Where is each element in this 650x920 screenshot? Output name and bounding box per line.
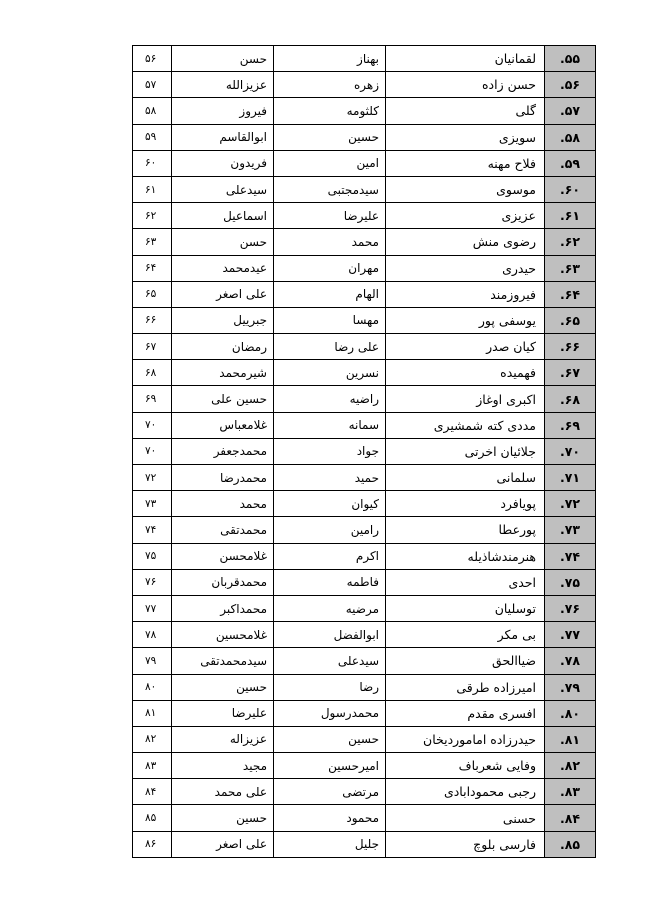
row-number-cell: ۶۵. xyxy=(545,307,596,333)
first-name-cell: امیرحسین xyxy=(274,753,386,779)
index-number-cell: ۸۶ xyxy=(133,831,172,857)
table-row xyxy=(133,622,596,648)
row-number-cell: ۶۲. xyxy=(545,229,596,255)
last-name-cell: ضیاالحق xyxy=(386,648,545,674)
last-name-cell: حسنی xyxy=(386,805,545,831)
table-row xyxy=(133,543,596,569)
father-name-cell: غلامعباس xyxy=(172,412,274,438)
father-name-cell: مجید xyxy=(172,753,274,779)
table-row xyxy=(133,805,596,831)
last-name-cell: رضوی منش xyxy=(386,229,545,255)
index-number-cell: ۸۴ xyxy=(133,779,172,805)
row-number-cell: ۷۷. xyxy=(545,622,596,648)
index-number-cell: ۶۲ xyxy=(133,203,172,229)
row-number-cell: ۷۳. xyxy=(545,517,596,543)
row-number-cell: ۸۰. xyxy=(545,700,596,726)
row-number-cell: ۵۶. xyxy=(545,72,596,98)
row-number-cell: ۶۷. xyxy=(545,360,596,386)
index-number-cell: ۶۰ xyxy=(133,150,172,176)
row-number-cell: ۵۷. xyxy=(545,98,596,124)
father-name-cell: محمدقربان xyxy=(172,569,274,595)
father-name-cell: رمضان xyxy=(172,334,274,360)
last-name-cell: رجبی محمودابادی xyxy=(386,779,545,805)
index-number-cell: ۷۵ xyxy=(133,543,172,569)
first-name-cell: بهناز xyxy=(274,46,386,72)
table-row xyxy=(133,726,596,752)
row-number-cell: ۵۵. xyxy=(545,46,596,72)
row-number-cell: ۷۴. xyxy=(545,543,596,569)
table-row xyxy=(133,176,596,202)
father-name-cell: سیدمحمدتقی xyxy=(172,648,274,674)
last-name-cell: پورعطا xyxy=(386,517,545,543)
index-number-cell: ۸۱ xyxy=(133,700,172,726)
first-name-cell: جلیل xyxy=(274,831,386,857)
father-name-cell: شیرمحمد xyxy=(172,360,274,386)
table-row xyxy=(133,674,596,700)
row-number-cell: ۶۴. xyxy=(545,281,596,307)
first-name-cell: الهام xyxy=(274,281,386,307)
first-name-cell: مرضیه xyxy=(274,595,386,621)
first-name-cell: نسرین xyxy=(274,360,386,386)
index-number-cell: ۸۲ xyxy=(133,726,172,752)
father-name-cell: عزیزالله xyxy=(172,72,274,98)
last-name-cell: امیرزاده طرقی xyxy=(386,674,545,700)
index-number-cell: ۶۸ xyxy=(133,360,172,386)
father-name-cell: محمدرضا xyxy=(172,465,274,491)
last-name-cell: سویزی xyxy=(386,124,545,150)
index-number-cell: ۶۱ xyxy=(133,176,172,202)
last-name-cell: یوسفی پور xyxy=(386,307,545,333)
row-number-cell: ۶۳. xyxy=(545,255,596,281)
table-row xyxy=(133,334,596,360)
last-name-cell: بی مکر xyxy=(386,622,545,648)
index-number-cell: ۷۰ xyxy=(133,412,172,438)
father-name-cell: فیروز xyxy=(172,98,274,124)
last-name-cell: فیروزمند xyxy=(386,281,545,307)
father-name-cell: غلامحسن xyxy=(172,543,274,569)
index-number-cell: ۵۶ xyxy=(133,46,172,72)
last-name-cell: گلی xyxy=(386,98,545,124)
row-number-cell: ۷۰. xyxy=(545,438,596,464)
index-number-cell: ۶۳ xyxy=(133,229,172,255)
last-name-cell: عزیزی xyxy=(386,203,545,229)
table-row xyxy=(133,412,596,438)
index-number-cell: ۶۵ xyxy=(133,281,172,307)
table-row xyxy=(133,753,596,779)
index-number-cell: ۶۷ xyxy=(133,334,172,360)
row-number-cell: ۶۶. xyxy=(545,334,596,360)
father-name-cell: علی محمد xyxy=(172,779,274,805)
row-number-cell: ۸۱. xyxy=(545,726,596,752)
index-number-cell: ۵۸ xyxy=(133,98,172,124)
last-name-cell: پویافرد xyxy=(386,491,545,517)
last-name-cell: اکبری اوغاز xyxy=(386,386,545,412)
first-name-cell: اکرم xyxy=(274,543,386,569)
first-name-cell: علی رضا xyxy=(274,334,386,360)
father-name-cell: اسماعیل xyxy=(172,203,274,229)
first-name-cell: محمد xyxy=(274,229,386,255)
first-name-cell: سمانه xyxy=(274,412,386,438)
index-number-cell: ۶۴ xyxy=(133,255,172,281)
last-name-cell: موسوی xyxy=(386,176,545,202)
first-name-cell: محمدرسول xyxy=(274,700,386,726)
table-row xyxy=(133,517,596,543)
father-name-cell: سیدعلی xyxy=(172,176,274,202)
row-number-cell: ۷۵. xyxy=(545,569,596,595)
row-number-cell: ۸۳. xyxy=(545,779,596,805)
row-number-cell: ۷۱. xyxy=(545,465,596,491)
father-name-cell: حسین xyxy=(172,674,274,700)
table-row xyxy=(133,595,596,621)
first-name-cell: کیوان xyxy=(274,491,386,517)
last-name-cell: کیان صدر xyxy=(386,334,545,360)
first-name-cell: رضا xyxy=(274,674,386,700)
last-name-cell: احدی xyxy=(386,569,545,595)
father-name-cell: حسین xyxy=(172,805,274,831)
first-name-cell: امین xyxy=(274,150,386,176)
table-row xyxy=(133,648,596,674)
index-number-cell: ۶۹ xyxy=(133,386,172,412)
table-row xyxy=(133,72,596,98)
row-number-cell: ۵۸. xyxy=(545,124,596,150)
first-name-cell: جواد xyxy=(274,438,386,464)
table-row xyxy=(133,281,596,307)
first-name-cell: راضیه xyxy=(274,386,386,412)
last-name-cell: سلمانی xyxy=(386,465,545,491)
row-number-cell: ۶۰. xyxy=(545,176,596,202)
index-number-cell: ۵۷ xyxy=(133,72,172,98)
father-name-cell: عزیزاله xyxy=(172,726,274,752)
first-name-cell: حسین xyxy=(274,124,386,150)
last-name-cell: حیدری xyxy=(386,255,545,281)
table-row xyxy=(133,98,596,124)
father-name-cell: ابوالقاسم xyxy=(172,124,274,150)
father-name-cell: فریدون xyxy=(172,150,274,176)
father-name-cell: محمد xyxy=(172,491,274,517)
table-row xyxy=(133,46,596,72)
table-row xyxy=(133,386,596,412)
table-row xyxy=(133,360,596,386)
index-number-cell: ۶۶ xyxy=(133,307,172,333)
last-name-cell: توسلیان xyxy=(386,595,545,621)
first-name-cell: مهران xyxy=(274,255,386,281)
index-number-cell: ۸۵ xyxy=(133,805,172,831)
row-number-cell: ۶۸. xyxy=(545,386,596,412)
father-name-cell: حسن xyxy=(172,46,274,72)
table-row xyxy=(133,491,596,517)
row-number-cell: ۷۹. xyxy=(545,674,596,700)
index-number-cell: ۷۳ xyxy=(133,491,172,517)
father-name-cell: محمدتقی xyxy=(172,517,274,543)
index-number-cell: ۵۹ xyxy=(133,124,172,150)
first-name-cell: ابوالفضل xyxy=(274,622,386,648)
index-number-cell: ۷۰ xyxy=(133,438,172,464)
last-name-cell: لقمانیان xyxy=(386,46,545,72)
first-name-cell: مرتضی xyxy=(274,779,386,805)
table-row xyxy=(133,150,596,176)
index-number-cell: ۸۳ xyxy=(133,753,172,779)
father-name-cell: علی اصغر xyxy=(172,281,274,307)
father-name-cell: علی اصغر xyxy=(172,831,274,857)
table-row xyxy=(133,307,596,333)
row-number-cell: ۷۸. xyxy=(545,648,596,674)
index-number-cell: ۷۹ xyxy=(133,648,172,674)
index-number-cell: ۸۰ xyxy=(133,674,172,700)
table-row xyxy=(133,124,596,150)
row-number-cell: ۵۹. xyxy=(545,150,596,176)
first-name-cell: مهسا xyxy=(274,307,386,333)
father-name-cell: عیدمحمد xyxy=(172,255,274,281)
table-row xyxy=(133,779,596,805)
first-name-cell: حسین xyxy=(274,726,386,752)
row-number-cell: ۷۶. xyxy=(545,595,596,621)
first-name-cell: کلثومه xyxy=(274,98,386,124)
last-name-cell: حیدرزاده اماموردیخان xyxy=(386,726,545,752)
index-number-cell: ۷۶ xyxy=(133,569,172,595)
first-name-cell: سیدعلی xyxy=(274,648,386,674)
row-number-cell: ۷۲. xyxy=(545,491,596,517)
table-row xyxy=(133,255,596,281)
table-row xyxy=(133,569,596,595)
last-name-cell: هنرمندشاذیله xyxy=(386,543,545,569)
last-name-cell: وفایی شعرباف xyxy=(386,753,545,779)
first-name-cell: علیرضا xyxy=(274,203,386,229)
last-name-cell: فلاح مهنه xyxy=(386,150,545,176)
father-name-cell: محمدجعفر xyxy=(172,438,274,464)
father-name-cell: علیرضا xyxy=(172,700,274,726)
first-name-cell: حمید xyxy=(274,465,386,491)
row-number-cell: ۸۲. xyxy=(545,753,596,779)
row-number-cell: ۶۱. xyxy=(545,203,596,229)
table-body xyxy=(133,46,596,858)
table-row xyxy=(133,465,596,491)
father-name-cell: محمداکبر xyxy=(172,595,274,621)
first-name-cell: سیدمجتبی xyxy=(274,176,386,202)
table-row xyxy=(133,700,596,726)
table-row xyxy=(133,438,596,464)
first-name-cell: محمود xyxy=(274,805,386,831)
last-name-cell: مددی کته شمشیری xyxy=(386,412,545,438)
index-number-cell: ۷۴ xyxy=(133,517,172,543)
row-number-cell: ۶۹. xyxy=(545,412,596,438)
last-name-cell: جلائیان اخرتی xyxy=(386,438,545,464)
table-row xyxy=(133,229,596,255)
table-row xyxy=(133,831,596,857)
first-name-cell: فاطمه xyxy=(274,569,386,595)
father-name-cell: جبرییل xyxy=(172,307,274,333)
name-list-table-container xyxy=(132,45,596,858)
name-list-table xyxy=(132,45,596,858)
row-number-cell: ۸۴. xyxy=(545,805,596,831)
first-name-cell: رامین xyxy=(274,517,386,543)
father-name-cell: حسین علی xyxy=(172,386,274,412)
last-name-cell: فارسی بلوچ xyxy=(386,831,545,857)
index-number-cell: ۷۸ xyxy=(133,622,172,648)
father-name-cell: غلامحسین xyxy=(172,622,274,648)
father-name-cell: حسن xyxy=(172,229,274,255)
table-row xyxy=(133,203,596,229)
index-number-cell: ۷۷ xyxy=(133,595,172,621)
row-number-cell: ۸۵. xyxy=(545,831,596,857)
index-number-cell: ۷۲ xyxy=(133,465,172,491)
first-name-cell: زهره xyxy=(274,72,386,98)
last-name-cell: افسری مقدم xyxy=(386,700,545,726)
last-name-cell: حسن زاده xyxy=(386,72,545,98)
last-name-cell: فهمیده xyxy=(386,360,545,386)
